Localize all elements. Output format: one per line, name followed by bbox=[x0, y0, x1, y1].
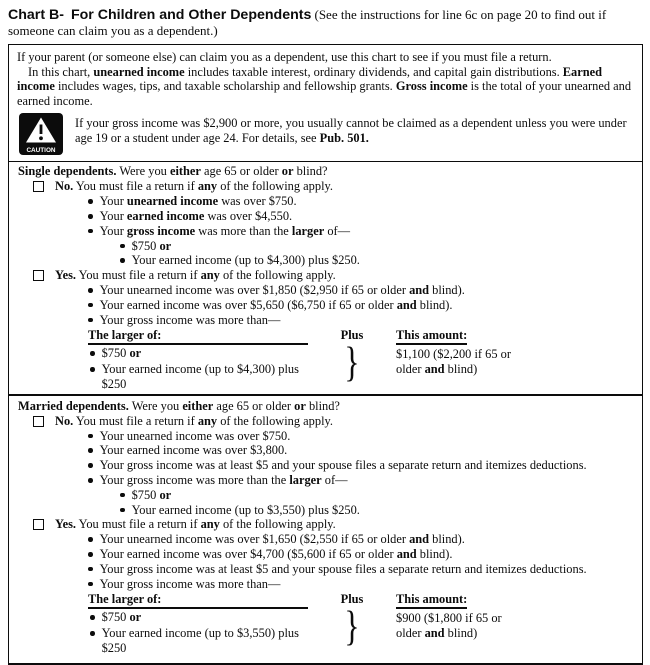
married-yes-label: Yes. You must file a return if any of the following apply. bbox=[55, 517, 336, 532]
bullet-icon bbox=[88, 552, 93, 557]
bullet-icon bbox=[88, 567, 93, 572]
list-item: Your gross income was more than— bbox=[88, 577, 642, 592]
married-no-label: No. You must file a return if any of the following apply. bbox=[55, 413, 333, 428]
single-section-header: Single dependents. Were you either age 65 or older or blind? bbox=[18, 164, 328, 179]
list-item: Your earned income (up to $4,300) plus $250. bbox=[120, 253, 642, 268]
married-yes-row bbox=[33, 517, 642, 532]
list-item: Your earned income was over $4,700 ($5,600 if 65 or older and blind). bbox=[88, 547, 642, 562]
list-item: $750 or bbox=[90, 346, 308, 361]
caution-triangle-icon bbox=[19, 113, 63, 155]
chart-label: Chart B- bbox=[8, 7, 64, 23]
bullet-icon bbox=[88, 199, 93, 204]
bullet-icon bbox=[120, 258, 125, 263]
list-item: Your earned income (up to $3,550) plus $250. bbox=[120, 503, 642, 518]
caution-text: If your gross income was $2,900 or more, you usually cannot be claimed as a dependent unless you were under age 19 or a student under age 24. For details, see Pub. 501. bbox=[75, 116, 627, 146]
bullet-icon bbox=[88, 303, 93, 308]
bullet-icon bbox=[120, 244, 125, 249]
married-section-header: Married dependents. Were you either age 65 or older or blind? bbox=[18, 398, 340, 413]
bullet-icon bbox=[88, 448, 93, 453]
bullet-icon bbox=[88, 318, 93, 323]
single-amount-value: $1,100 ($2,200 if 65 or older and blind) bbox=[396, 347, 511, 377]
bullet-icon bbox=[88, 214, 93, 219]
page-title bbox=[8, 7, 648, 39]
single-amount-table bbox=[88, 328, 642, 391]
married-no-checkbox[interactable] bbox=[33, 416, 44, 427]
single-yes-checkbox[interactable] bbox=[33, 270, 44, 281]
bullet-icon bbox=[90, 615, 95, 620]
caution-note bbox=[9, 111, 642, 158]
list-item: Your gross income was at least $5 and your spouse files a separate return and itemizes deductions. bbox=[88, 562, 642, 577]
list-item: Your gross income was more than the larger of— bbox=[88, 224, 642, 239]
list-item: Your gross income was at least $5 and your spouse files a separate return and itemizes deductions. bbox=[88, 458, 642, 473]
plus-header: Plus bbox=[340, 592, 364, 607]
larger-of-header: The larger of: bbox=[88, 592, 308, 609]
intro-line-1: If your parent (or someone else) can claim you as a dependent, use this chart to see if you must file a return. bbox=[17, 50, 552, 64]
bullet-icon bbox=[90, 367, 95, 372]
divider-sections bbox=[9, 394, 642, 396]
list-item: Your gross income was more than the larger of— bbox=[88, 473, 642, 488]
married-amount-table bbox=[88, 592, 642, 655]
list-item: Your earned income (up to $4,300) plus $250 bbox=[90, 362, 308, 392]
bullet-icon bbox=[88, 463, 93, 468]
intro-line-2: In this chart, unearned income includes taxable interest, ordinary dividends, and capital gain distributions. Earned income includes wages, tips, and taxable scholarship and fellowship grants. Gross income is the total of your unearned and earned income. bbox=[17, 64, 632, 108]
this-amount-header: This amount: bbox=[396, 592, 526, 609]
bullet-icon bbox=[88, 582, 93, 587]
larger-of-header: The larger of: bbox=[88, 328, 308, 345]
married-no-row bbox=[33, 414, 642, 429]
single-no-row bbox=[33, 179, 642, 194]
list-item: Your unearned income was over $750. bbox=[88, 194, 642, 209]
bullet-icon bbox=[88, 434, 93, 439]
brace-glyph: } bbox=[344, 604, 360, 651]
caution-icon-label: CAUTION bbox=[26, 147, 56, 155]
list-item: $750 or bbox=[90, 610, 308, 625]
bullet-icon bbox=[120, 508, 125, 513]
married-amount-value: $900 ($1,800 if 65 or older and blind) bbox=[396, 611, 502, 641]
chart-box bbox=[8, 44, 643, 665]
plus-header: Plus bbox=[340, 328, 364, 343]
list-item: $750 or bbox=[120, 488, 642, 503]
list-item: Your earned income was over $3,800. bbox=[88, 443, 642, 458]
bullet-icon bbox=[120, 493, 125, 498]
list-item: Your earned income was over $5,650 ($6,750 if 65 or older and blind). bbox=[88, 298, 642, 313]
single-no-checkbox[interactable] bbox=[33, 181, 44, 192]
bullet-icon bbox=[90, 351, 95, 356]
chart-title-note: (See the instructions for line 6c on page 20 to find out if someone can claim you as a dependent.) bbox=[8, 7, 607, 38]
married-yes-checkbox[interactable] bbox=[33, 519, 44, 530]
this-amount-header: This amount: bbox=[396, 328, 526, 345]
single-dependents-section bbox=[9, 164, 642, 391]
bullet-icon bbox=[88, 288, 93, 293]
bullet-icon bbox=[88, 229, 93, 234]
bullet-icon bbox=[90, 631, 95, 636]
bullet-icon bbox=[88, 537, 93, 542]
chart-title: For Children and Other Dependents bbox=[70, 7, 312, 23]
single-no-label: No. You must file a return if any of the following apply. bbox=[55, 179, 333, 194]
list-item: Your earned income (up to $3,550) plus $250 bbox=[90, 626, 308, 656]
list-item: Your earned income was over $4,550. bbox=[88, 209, 642, 224]
single-yes-row bbox=[33, 268, 642, 283]
list-item: Your unearned income was over $1,650 ($2,550 if 65 or older and blind). bbox=[88, 532, 642, 547]
list-item: Your unearned income was over $1,850 ($2,950 if 65 or older and blind). bbox=[88, 283, 642, 298]
brace-glyph: } bbox=[344, 340, 360, 387]
intro-paragraphs bbox=[9, 49, 642, 111]
list-item: $750 or bbox=[120, 239, 642, 254]
bullet-icon bbox=[88, 478, 93, 483]
married-dependents-section bbox=[9, 399, 642, 656]
single-yes-label: Yes. You must file a return if any of the following apply. bbox=[55, 268, 336, 283]
divider-top bbox=[9, 161, 642, 162]
list-item: Your gross income was more than— bbox=[88, 313, 642, 328]
list-item: Your unearned income was over $750. bbox=[88, 429, 642, 444]
